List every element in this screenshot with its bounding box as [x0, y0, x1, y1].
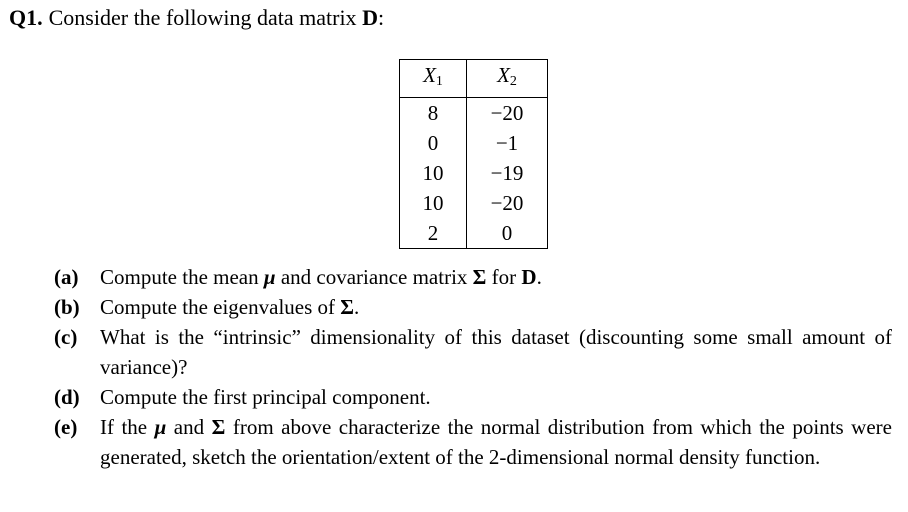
table-cell: 8: [400, 98, 467, 129]
table-cell: −1: [495, 131, 519, 155]
part-e: [54, 412, 892, 472]
table-row: [400, 158, 548, 188]
matrix-symbol: D: [362, 5, 378, 30]
part-d: [54, 382, 892, 412]
mu-symbol: μ: [263, 265, 276, 289]
table-cell: −20: [490, 191, 524, 215]
part-label: (d): [54, 385, 80, 409]
table-cell: 0: [501, 221, 513, 245]
question-number: Q1.: [9, 5, 43, 30]
table-row: [400, 188, 548, 218]
mu-symbol: μ: [154, 415, 167, 439]
table-cell: 0: [400, 128, 467, 158]
part-text: Compute the first principal component.: [100, 385, 431, 409]
part-b: [54, 292, 892, 322]
table-cell: −20: [490, 101, 524, 125]
table-cell: 2: [400, 218, 467, 249]
part-label: (e): [54, 415, 78, 439]
part-text: Compute the eigenvalues of Σ.: [100, 295, 360, 319]
data-matrix-table: [399, 59, 548, 249]
question-intro: Consider the following data matrix D:: [48, 5, 385, 30]
part-label: (a): [54, 265, 79, 289]
part-label: (c): [54, 325, 78, 349]
question-header: [9, 4, 384, 32]
sigma-symbol: Σ: [211, 415, 226, 439]
table-cell: 10: [400, 158, 467, 188]
question-parts: [54, 262, 892, 472]
column-header-x1: $X_1$: [400, 60, 467, 98]
column-header-x2: $X_2$: [467, 60, 548, 98]
part-c: [54, 322, 892, 382]
table-header-row: [400, 60, 548, 98]
matrix-symbol: D: [521, 265, 537, 289]
table-cell: −19: [490, 161, 524, 185]
table-row: [400, 98, 548, 129]
part-text: If the μ and Σ from above characterize the normal distribution from which the points were generated, sketch the orientation/extent of the 2-dimensional normal density function.: [100, 415, 892, 469]
part-text: Compute the mean μ and covariance matrix Σ for D.: [100, 265, 542, 289]
table-row: [400, 128, 548, 158]
sigma-symbol: Σ: [472, 265, 487, 289]
table-row: [400, 218, 548, 249]
part-a: [54, 262, 892, 292]
sigma-symbol: Σ: [340, 295, 355, 319]
table-cell: 10: [400, 188, 467, 218]
part-text: What is the “intrinsic” dimensionality of this dataset (discounting some small amount of variance)?: [100, 325, 892, 379]
part-label: (b): [54, 295, 80, 319]
